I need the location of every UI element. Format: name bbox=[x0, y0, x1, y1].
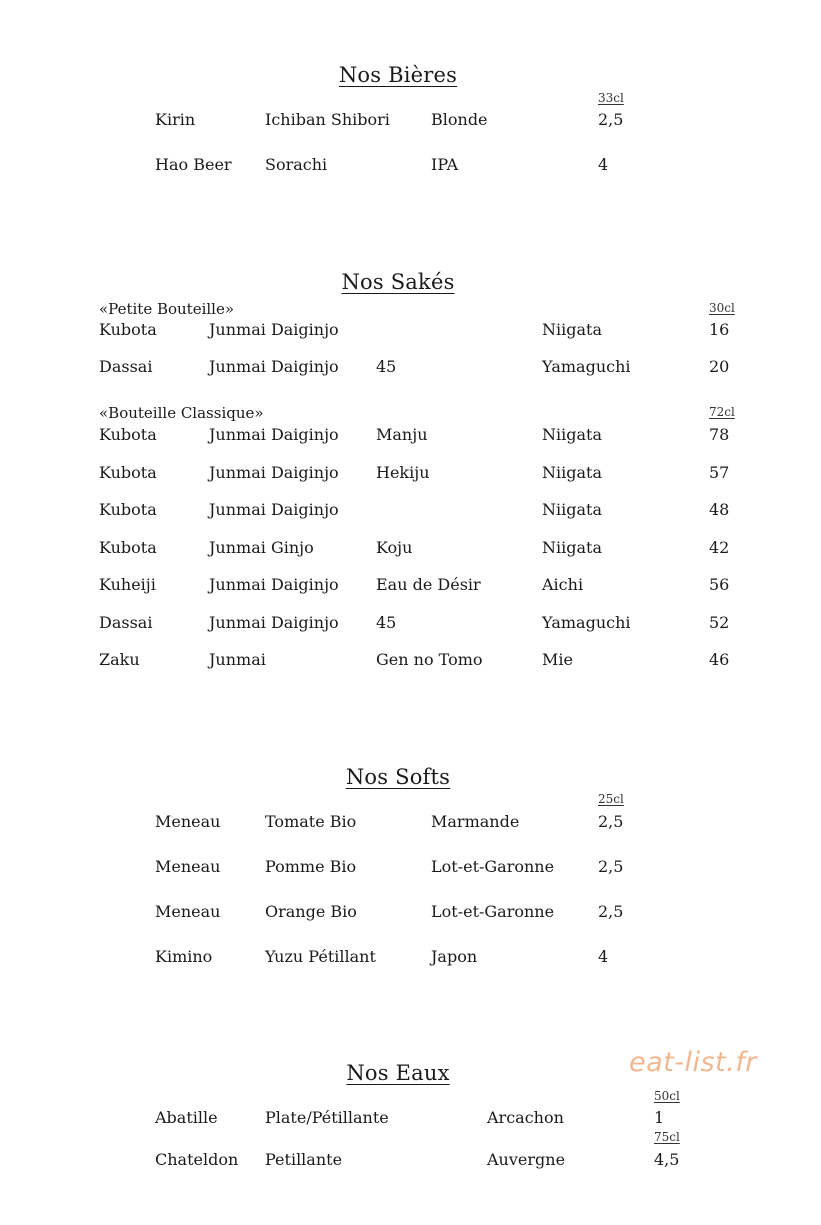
price: 4 bbox=[598, 947, 609, 966]
price: 57 bbox=[709, 463, 730, 482]
origin: Arcachon bbox=[487, 1108, 564, 1127]
section-title-eaux: Nos Eaux bbox=[346, 1061, 450, 1085]
brand: Kirin bbox=[155, 110, 196, 129]
name: Eau de Désir bbox=[376, 575, 481, 594]
price: 56 bbox=[709, 575, 730, 594]
origin: Japon bbox=[431, 947, 478, 966]
region: Niigata bbox=[542, 320, 602, 339]
brand: Hao Beer bbox=[155, 155, 232, 174]
grade: Junmai Daiginjo bbox=[209, 575, 339, 594]
volume-label: 30cl bbox=[709, 301, 735, 315]
name: 45 bbox=[376, 357, 397, 376]
grade: Junmai Daiginjo bbox=[209, 357, 339, 376]
brand: Dassai bbox=[99, 613, 153, 632]
product: Ichiban Shibori bbox=[265, 110, 390, 129]
name: Koju bbox=[376, 538, 413, 557]
price: 46 bbox=[709, 650, 730, 669]
brand: Kubota bbox=[99, 463, 157, 482]
price: 2,5 bbox=[598, 812, 624, 831]
region: Aichi bbox=[542, 575, 584, 594]
volume-label: 75cl bbox=[654, 1130, 680, 1144]
price: 4 bbox=[598, 155, 609, 174]
price: 2,5 bbox=[598, 902, 624, 921]
product: Tomate Bio bbox=[265, 812, 357, 831]
subsection-label-classique: «Bouteille Classique» bbox=[99, 404, 264, 422]
price: 16 bbox=[709, 320, 730, 339]
grade: Junmai Daiginjo bbox=[209, 463, 339, 482]
origin: Auvergne bbox=[487, 1150, 566, 1169]
price: 2,5 bbox=[598, 857, 624, 876]
brand: Meneau bbox=[155, 812, 221, 831]
name: Manju bbox=[376, 425, 428, 444]
brand: Kuheiji bbox=[99, 575, 156, 594]
section-title-sakes: Nos Sakés bbox=[341, 270, 455, 294]
brand: Meneau bbox=[155, 902, 221, 921]
style: IPA bbox=[431, 155, 459, 174]
section-title-softs: Nos Softs bbox=[345, 765, 451, 789]
region: Yamaguchi bbox=[542, 613, 631, 632]
grade: Junmai Daiginjo bbox=[209, 320, 339, 339]
origin: Lot-et-Garonne bbox=[431, 902, 555, 921]
region: Niigata bbox=[542, 425, 602, 444]
brand: Kubota bbox=[99, 320, 157, 339]
region: Mie bbox=[542, 650, 573, 669]
price: 48 bbox=[709, 500, 730, 519]
brand: Zaku bbox=[99, 650, 140, 669]
brand: Kimino bbox=[155, 947, 213, 966]
price: 2,5 bbox=[598, 110, 624, 129]
price: 20 bbox=[709, 357, 730, 376]
price: 52 bbox=[709, 613, 730, 632]
volume-label: 25cl bbox=[598, 792, 624, 806]
name: Hekiju bbox=[376, 463, 430, 482]
name: 45 bbox=[376, 613, 397, 632]
brand: Kubota bbox=[99, 538, 157, 557]
brand: Chateldon bbox=[155, 1150, 239, 1169]
origin: Marmande bbox=[431, 812, 520, 831]
volume-label: 72cl bbox=[709, 405, 735, 419]
price: 42 bbox=[709, 538, 730, 557]
product: Yuzu Pétillant bbox=[265, 947, 376, 966]
volume-label: 50cl bbox=[654, 1089, 680, 1103]
price: 4,5 bbox=[654, 1150, 680, 1169]
subsection-label-petite: «Petite Bouteille» bbox=[99, 300, 235, 318]
product: Pomme Bio bbox=[265, 857, 357, 876]
grade: Junmai Daiginjo bbox=[209, 500, 339, 519]
product: Petillante bbox=[265, 1150, 343, 1169]
volume-label: 33cl bbox=[598, 91, 624, 105]
product: Sorachi bbox=[265, 155, 328, 174]
brand: Abatille bbox=[155, 1108, 218, 1127]
watermark-logo: eat-list.fr bbox=[629, 1047, 757, 1078]
price: 1 bbox=[654, 1108, 665, 1127]
section-title-bieres: Nos Bières bbox=[338, 63, 458, 87]
grade: Junmai Daiginjo bbox=[209, 613, 339, 632]
price: 78 bbox=[709, 425, 730, 444]
name: Gen no Tomo bbox=[376, 650, 483, 669]
region: Niigata bbox=[542, 500, 602, 519]
brand: Dassai bbox=[99, 357, 153, 376]
brand: Meneau bbox=[155, 857, 221, 876]
product: Orange Bio bbox=[265, 902, 357, 921]
region: Niigata bbox=[542, 538, 602, 557]
region: Yamaguchi bbox=[542, 357, 631, 376]
grade: Junmai Daiginjo bbox=[209, 425, 339, 444]
brand: Kubota bbox=[99, 425, 157, 444]
product: Plate/Pétillante bbox=[265, 1108, 389, 1127]
style: Blonde bbox=[431, 110, 488, 129]
grade: Junmai bbox=[209, 650, 266, 669]
grade: Junmai Ginjo bbox=[209, 538, 314, 557]
brand: Kubota bbox=[99, 500, 157, 519]
region: Niigata bbox=[542, 463, 602, 482]
origin: Lot-et-Garonne bbox=[431, 857, 555, 876]
